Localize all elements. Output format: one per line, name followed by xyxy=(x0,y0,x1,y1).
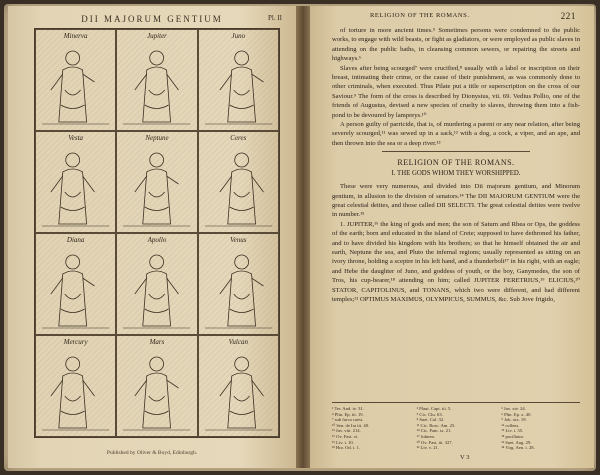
footnote: ²³ Liv. v. 21. xyxy=(416,445,439,451)
left-page-plate xyxy=(8,6,296,468)
deity-name-label: Ceres xyxy=(230,134,247,142)
footnote: ²¹ Suet. Aug. 29. xyxy=(501,439,532,445)
plate-caption: Published by Oliver & Boyd, Edinburgh. xyxy=(106,450,198,456)
footnote: ⁴ Plin. Ep. iii. 19. xyxy=(332,411,364,417)
footnote: ²⁰ Ov. Fast. iii. 327. xyxy=(416,439,453,445)
signature-mark: V 3 xyxy=(460,454,470,461)
deity-figure-engraving xyxy=(199,132,278,232)
running-head xyxy=(330,12,580,24)
footnote: ⁸ Suet. Cal. 32. xyxy=(416,417,445,423)
book-spread xyxy=(4,4,596,471)
section-rule xyxy=(382,151,531,152)
deity-figure-engraving xyxy=(36,30,115,130)
deity-name-label: Vulcan xyxy=(228,338,248,346)
footnote: ²² Hor. Od. i. 1. xyxy=(332,445,361,451)
plate-cell xyxy=(35,335,116,437)
plate-corner-label: Pl. II xyxy=(268,14,282,22)
deity-figure-engraving xyxy=(117,234,196,334)
paragraph: 1. JUPITER,¹⁶ the king of gods and men; the son of Saturn and Rhea or Ops, the goddess of the earth; born and educated in the island of Crete; supposed to have dethroned his father, and to have divided his kingdom with his brothers; so that he himself obtained the air and earth, Neptune the sea, and Pluto the infernal regions; usually represented as sitting on an ivory throne, holding a sceptre in his left hand, and a thunderbolt¹⁷ in his right, with an eagle; and Hebe the daughter of Juno, and goddess of youth, or the boy, Ganymedes, the son of Tros, his cup-bearer,¹⁸ attending on him; called JUPITER FERETRIUS,¹⁹ ELICIUS,²⁰ STATOR, CAPITOLINUS, and TONANS, which two were different, and had different temples;²¹ OPTIMUS MAXIMUS, OLYMPICUS, SUMMUS, &c. Sub Jove frigido, xyxy=(332,220,580,303)
plate-cell xyxy=(35,29,116,131)
deity-name-label: Mars xyxy=(149,338,165,346)
footnote: ⁵ Cic. Clu. 63. xyxy=(416,411,443,417)
deity-name-label: Neptune xyxy=(145,134,169,142)
plate-cell xyxy=(116,131,197,233)
deity-name-label: Minerva xyxy=(63,32,88,40)
section-heading: RELIGION OF THE ROMANS. xyxy=(397,158,515,168)
footnote: ⁹ Joh. xix. 19. xyxy=(501,417,527,423)
deity-name-label: Apollo xyxy=(147,236,167,244)
book-gutter xyxy=(296,6,310,468)
deity-figure-engraving xyxy=(117,132,196,232)
deity-name-label: Diana xyxy=(66,236,85,244)
footnote: ¹¹ Cic. Rosc. Am. 25. xyxy=(416,422,456,428)
footnote: ⁷ sub furca caesi. xyxy=(332,417,364,423)
footnote: ⁶ Plin. Ep. x. 40. xyxy=(501,411,532,417)
deity-figure-engraving xyxy=(117,30,196,130)
deity-figure-engraving xyxy=(36,132,115,232)
running-title: RELIGION OF THE ROMANS. xyxy=(370,12,470,19)
deity-figure-engraving xyxy=(36,336,115,436)
deity-name-label: Vesta xyxy=(68,134,84,142)
plate-cell xyxy=(198,131,279,233)
right-page-text xyxy=(310,6,594,468)
deity-figure-engraving xyxy=(117,336,196,436)
body-text xyxy=(332,26,580,304)
plate-cell xyxy=(198,335,279,437)
deity-figure-engraving xyxy=(199,336,278,436)
deity-name-label: Mercury xyxy=(63,338,88,346)
footnote: ¹⁶ Ov. Fast. vi. xyxy=(332,433,359,439)
plate-cell xyxy=(35,131,116,233)
footnote: ² Plaut. Capt. iii. 5. xyxy=(416,406,452,411)
sub-heading: I. THE GODS WHOM THEY WORSHIPPED. xyxy=(391,169,521,177)
plate-title: DII MAJORUM GENTIUM xyxy=(81,14,223,24)
deity-figure-engraving xyxy=(199,30,278,130)
footnote: ¹⁴ Cic. Fam. ix. 21. xyxy=(416,428,452,434)
footnote: ¹² culleus. xyxy=(501,422,520,428)
deity-figure-engraving xyxy=(36,234,115,334)
footnote: ¹³ Juv. viii. 214. xyxy=(332,428,361,434)
paragraph: A person guilty of parricide, that is, of murdering a parent or any near relation, after being severely scourged,¹¹ was sewed up in a sack,¹² with a dog, a cock, a viper, and an ape, and then thrown into the sea or a deep river.¹³ xyxy=(332,121,580,147)
deity-name-label: Venus xyxy=(230,236,247,244)
plate-cell xyxy=(198,233,279,335)
paragraph: These were very numerous, and divided into Dii majorum gentium, and Minorum gentium, in allusion to the division of senators.¹⁴ The DII MAJORUM GENTIUM were the great celestial deities, and those called DII SELECTI. The great celestial deities were twelve in number.¹⁵ xyxy=(332,183,580,219)
footnote: ¹⁵ Liv. i. 35. xyxy=(501,428,524,434)
deity-name-label: Jupiter xyxy=(147,32,167,40)
plate-cell xyxy=(198,29,279,131)
plate-cell xyxy=(35,233,116,335)
footnote: ³ Juv. xiv. 24. xyxy=(501,406,526,411)
footnotes xyxy=(332,402,580,451)
footnote: ¹ Ter. And. iv. 31. xyxy=(332,406,364,411)
deity-name-label: Juno xyxy=(231,32,246,40)
footnote: ¹⁸ pocillator. xyxy=(501,433,524,439)
page-number: 221 xyxy=(560,11,576,21)
footnote: ¹⁹ Liv. i. 10. xyxy=(332,439,354,445)
deity-figure-engraving xyxy=(199,234,278,334)
footnote: ¹⁷ fulmen. xyxy=(416,433,435,439)
footnote: ²⁴ Virg. Aen. i. 28. xyxy=(501,445,535,451)
plate-cell xyxy=(116,335,197,437)
paragraph: Slaves after being scourged⁷ were crucified,⁸ usually with a label or inscription on their breast, intimating their crime, or the cause of their punishment, as was commonly done to other criminals, when executed. Thus Pilate put a title or superscription on the cross of our Saviour.⁹ The form of the cross is described by Dionysius, vii. 69. Vedius Pollio, one of the friends of Augustus, devised a new species of cruelty to slaves, throwing them into a fish-pond to be devoured by lampreys.¹⁰ xyxy=(332,64,580,119)
plate-cell xyxy=(116,233,197,335)
plate-cell xyxy=(116,29,197,131)
footnote: ¹⁰ Sen. de Ira iii. 40. xyxy=(332,422,370,428)
deity-engraving-plate xyxy=(34,28,280,438)
paragraph: of torture in more ancient times.⁵ Sometimes persons were condemned to the public works, to engage with wild beasts, or fight as gladiators, or were employed as public slaves in attending on the public baths, in cleansing common sewers, or repairing the streets and highways.⁶ xyxy=(332,27,580,63)
